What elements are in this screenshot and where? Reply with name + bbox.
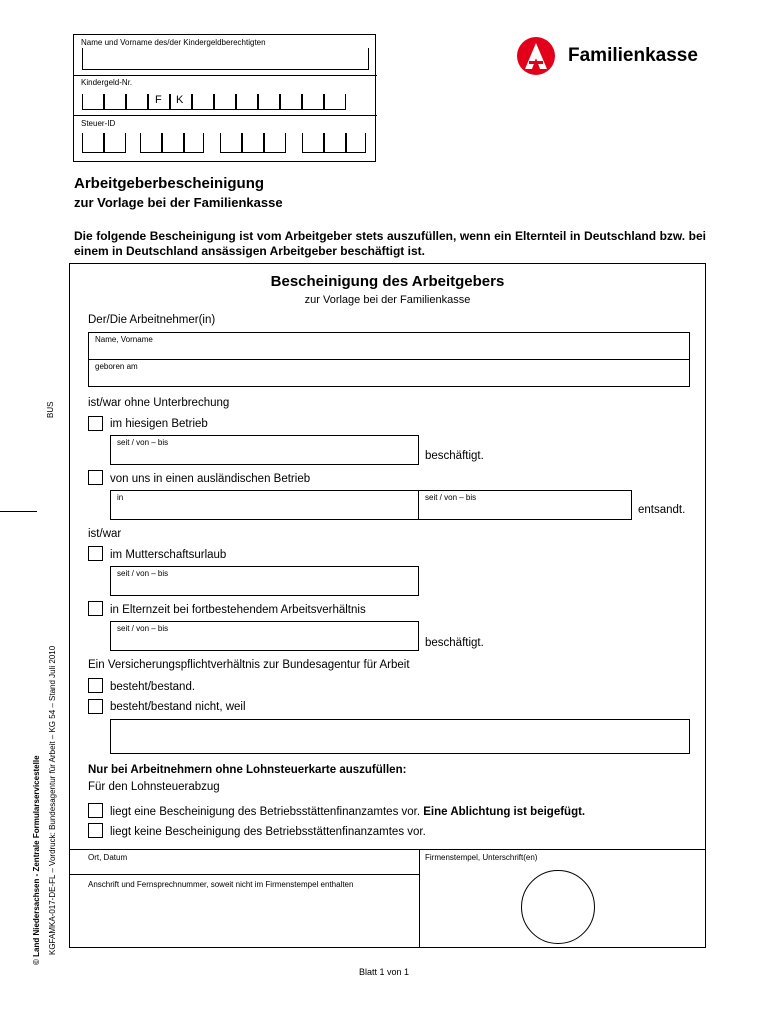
- document-title: Arbeitgeberbescheinigung: [74, 175, 265, 192]
- certificate-present-text: liegt eine Bescheinigung des Betriebsstättenfinanzamtes vor.: [110, 806, 421, 818]
- parental-period-input[interactable]: [110, 621, 419, 651]
- certificate-attached-text: Eine Ablichtung ist beigefügt.: [423, 806, 586, 818]
- local-business-checkbox[interactable]: [88, 416, 103, 431]
- form-subtitle: zur Vorlage bei der Familienkasse: [304, 294, 471, 306]
- fold-mark: [0, 511, 37, 512]
- kindergeld-number-label: Kindergeld-Nr.: [81, 78, 133, 87]
- copyright-line: © Land Niedersachsen - Zentrale Formularservicestelle: [32, 755, 41, 965]
- address-label: Anschrift und Fernsprechnummer, soweit nicht im Firmenstempel enthalten: [88, 880, 354, 889]
- employee-name-label: Name, Vorname: [95, 335, 153, 344]
- insurance-exists-checkbox[interactable]: [88, 678, 103, 693]
- fk-letter-f: F: [155, 94, 162, 106]
- foreign-business-checkbox[interactable]: [88, 470, 103, 485]
- form-title: Bescheinigung des Arbeitgebers: [270, 273, 505, 290]
- tax-subheading: Für den Lohnsteuerabzug: [88, 781, 220, 793]
- certificate-present-label: [110, 806, 585, 819]
- brand-name: Familienkasse: [568, 45, 698, 66]
- maternity-period-input[interactable]: [110, 566, 419, 596]
- insurance-reason-input[interactable]: [110, 719, 690, 754]
- birth-date-input[interactable]: [88, 359, 690, 387]
- foreign-location-label: in: [117, 493, 124, 502]
- local-period-label: seit / von – bis: [117, 438, 169, 447]
- fk-letter-k: K: [176, 94, 184, 106]
- steuer-id-label: Steuer-ID: [81, 119, 116, 128]
- bus-label: BUS: [46, 401, 55, 418]
- maternity-checkbox[interactable]: [88, 546, 103, 561]
- copyright-text: [32, 755, 41, 965]
- local-period-input[interactable]: [110, 435, 419, 465]
- parental-leave-checkbox[interactable]: [88, 601, 103, 616]
- certificate-absent-checkbox[interactable]: [88, 823, 103, 838]
- page-number: Blatt 1 von 1: [358, 967, 410, 977]
- local-business-label: im hiesigen Betrieb: [110, 418, 208, 430]
- certificate-absent-label: liegt keine Bescheinigung des Betriebsstättenfinanzamtes vor.: [110, 826, 426, 838]
- address-input[interactable]: [88, 892, 413, 944]
- foreign-period-label: seit / von – bis: [425, 493, 477, 502]
- parental-employed-text: beschäftigt.: [425, 637, 484, 649]
- insurance-exists-label: besteht/bestand.: [110, 681, 196, 693]
- local-employed-text: beschäftigt.: [425, 450, 484, 462]
- parental-leave-label: in Elternzeit bei fortbestehendem Arbeitsverhältnis: [110, 604, 366, 616]
- birth-date-label: geboren am: [95, 362, 138, 371]
- insurance-not-exists-checkbox[interactable]: [88, 699, 103, 714]
- beneficiary-name-label: Name und Vorname des/der Kindergeldberechtigten: [81, 38, 266, 47]
- place-date-label: Ort, Datum: [88, 853, 128, 862]
- logo-icon: [516, 36, 556, 76]
- seconded-text: entsandt.: [638, 504, 686, 516]
- document-subtitle: zur Vorlage bei der Familienkasse: [74, 195, 283, 210]
- stamp-area[interactable]: [521, 870, 595, 944]
- foreign-business-label: von uns in einen ausländischen Betrieb: [110, 473, 311, 485]
- maternity-label: im Mutterschaftsurlaub: [110, 549, 227, 561]
- form-id-text: KGFAMKA-017-DE-FL – Vordruck: Bundesagentur für Arbeit – KG 54 – Stand Juli 2010: [48, 645, 57, 955]
- foreign-location-input[interactable]: [110, 490, 419, 520]
- insurance-heading: Ein Versicherungspflichtverhältnis zur Bundesagentur für Arbeit: [88, 659, 410, 671]
- employment-heading: ist/war ohne Unterbrechung: [88, 397, 230, 409]
- parental-period-label: seit / von – bis: [117, 624, 169, 633]
- intro-text: Die folgende Bescheinigung ist vom Arbeitgeber stets auszufüllen, wenn ein Elternteil in Deutschland bzw. bei einem in Deutschland ansässigen Arbeitgeber beschäftigt ist.: [74, 229, 706, 258]
- tax-heading: Nur bei Arbeitnehmern ohne Lohnsteuerkarte auszufüllen:: [88, 764, 407, 776]
- beneficiary-name-input[interactable]: [82, 48, 369, 70]
- place-date-input[interactable]: [150, 851, 415, 873]
- certificate-present-checkbox[interactable]: [88, 803, 103, 818]
- istwar-label: ist/war: [88, 528, 122, 540]
- maternity-period-label: seit / von – bis: [117, 569, 169, 578]
- stamp-label: Firmenstempel, Unterschrift(en): [425, 853, 538, 862]
- employee-label: Der/Die Arbeitnehmer(in): [88, 314, 216, 326]
- foreign-period-input[interactable]: [418, 490, 632, 520]
- insurance-not-exists-label: besteht/bestand nicht, weil: [110, 701, 246, 713]
- employee-name-input[interactable]: [88, 332, 690, 360]
- familienkasse-logo: [516, 36, 556, 81]
